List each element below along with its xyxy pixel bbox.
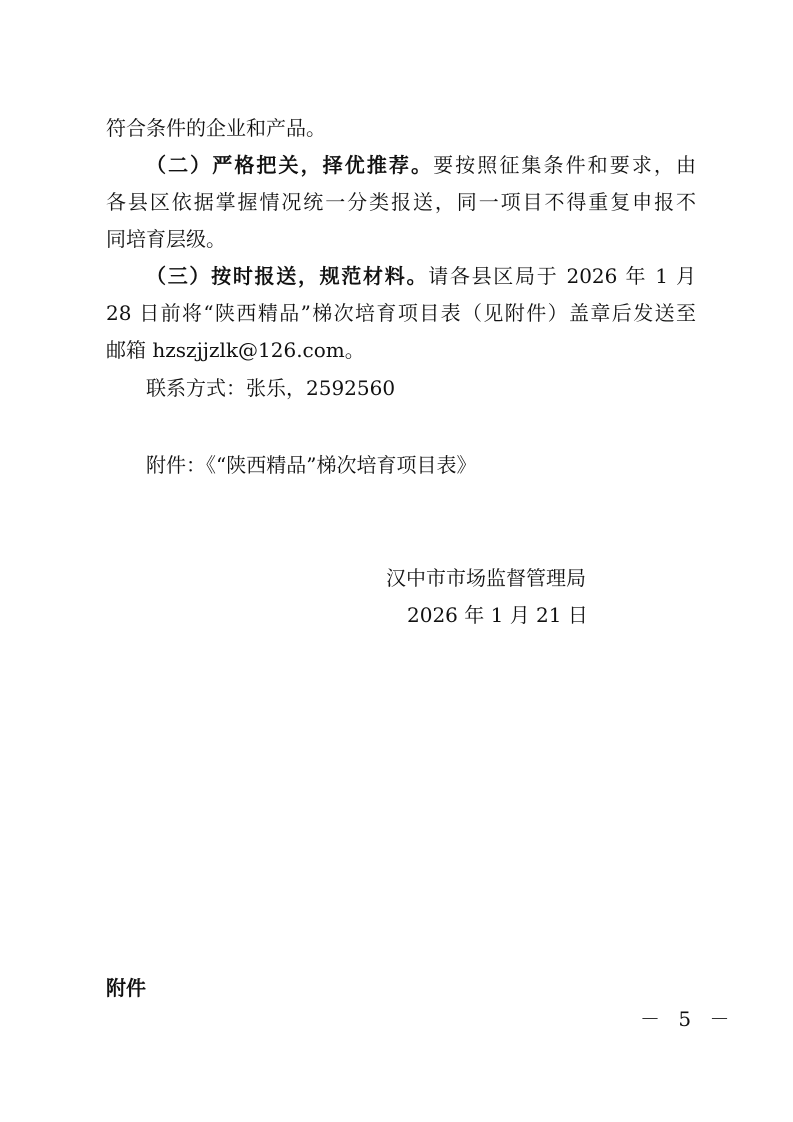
attachment-heading: 附件 [106, 976, 146, 1000]
paragraph-item-2-line-3: 同培育层级。 [106, 227, 226, 251]
contact-line: 联系方式：张乐，2592560 [146, 376, 396, 400]
item-3-text: 请各县区局于 2026 年 1 月 [428, 264, 697, 288]
paragraph-line: 符合条件的企业和产品。 [106, 116, 326, 140]
item-2-text: 要按照征集条件和要求，由 [433, 153, 697, 177]
paragraph-item-2-line-1 [146, 151, 696, 179]
paragraph-item-2-line-2: 各县区依据掌握情况统一分类报送，同一项目不得重复申报不 [106, 190, 696, 214]
attachment-line: 附件：《“陕西精品”梯次培育项目表》 [146, 453, 477, 477]
paragraph-item-3-line-3: 邮箱 hzszjjzlk@126.com。 [106, 338, 365, 362]
signature-org: 汉中市市场监督管理局 [386, 566, 586, 590]
paragraph-item-3-line-2: 28 日前将“陕西精品”梯次培育项目表（见附件）盖章后发送至 [106, 301, 696, 325]
page-number: － 5 － [640, 1007, 736, 1031]
item-3-heading: （三）按时报送，规范材料。 [146, 264, 429, 288]
paragraph-item-3-line-1 [146, 262, 696, 290]
item-2-heading: （二）严格把关，择优推荐。 [146, 153, 434, 177]
signature-date: 2026 年 1 月 21 日 [407, 603, 588, 627]
